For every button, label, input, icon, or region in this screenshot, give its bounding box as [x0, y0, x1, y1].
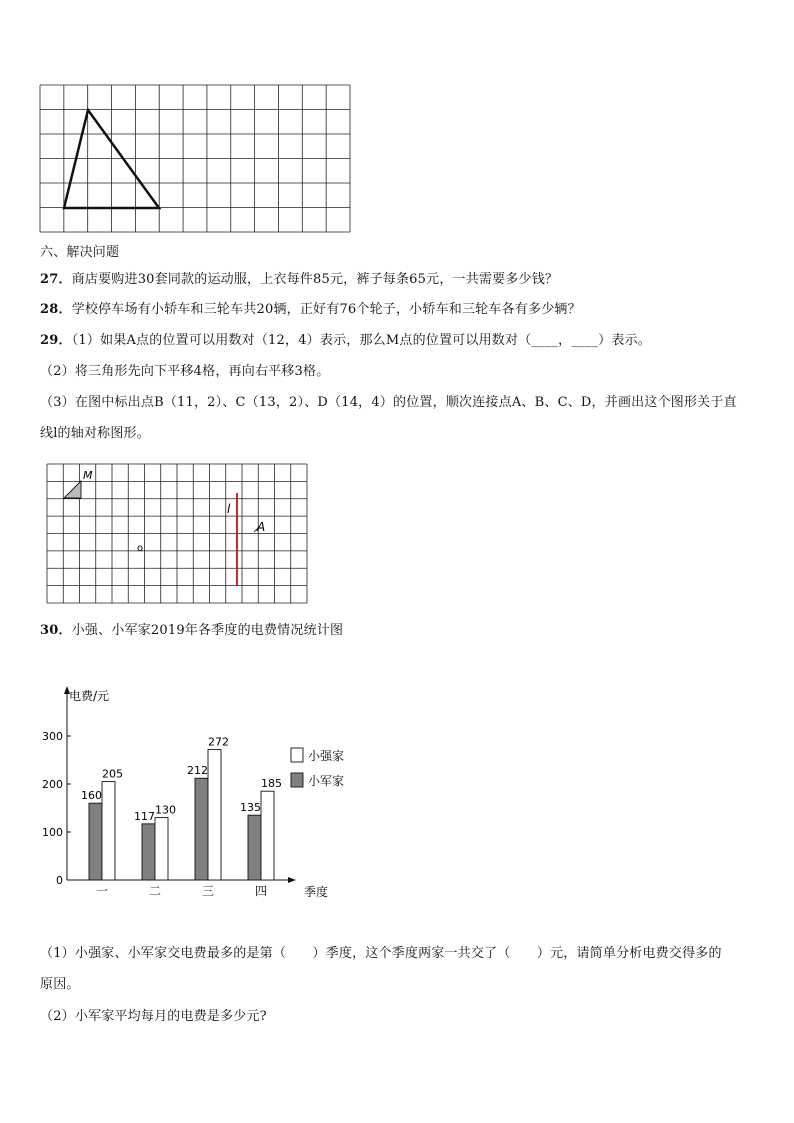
- question-30-part1-line1: （1）小强家、小军家交电费最多的是第（ ）季度，这个季度两家一共交了（ ）元，请简单分析电费交得多的: [40, 946, 722, 961]
- triangle-grid-lines: [40, 85, 350, 232]
- question-28: [40, 301, 581, 319]
- category-label: 三: [201, 884, 215, 898]
- question-27: [40, 271, 558, 289]
- question-30-title: [40, 622, 343, 640]
- bar-xiaojun: [248, 815, 261, 880]
- label-o: o: [137, 543, 144, 554]
- y-tick-label: 300: [42, 730, 63, 743]
- bar-value-label: 212: [187, 764, 208, 778]
- question-29-part2: （2）将三角形先向下平移4格，再向右平移3格。: [40, 364, 330, 379]
- label-m: M: [83, 469, 93, 482]
- legend-swatch-xiaojun: [291, 773, 303, 787]
- question-29-part3-line1: （3）在图中标出点B（11，2）、C（13，2）、D（14，4）的位置，顺次连接点A、B、C、D，并画出这个图形关于直: [40, 395, 737, 410]
- q30-title-text: 小强、小军家2019年各季度的电费情况统计图: [71, 623, 344, 638]
- bar-xiaoqiang: [155, 818, 168, 880]
- bar-value-label: 135: [240, 801, 261, 815]
- y-tick-label: 0: [56, 874, 63, 887]
- question-29-part1: [40, 332, 651, 350]
- bar-xiaojun: [195, 778, 208, 880]
- y-axis-label: 电费/元: [69, 689, 110, 703]
- question-30-part2: （2）小军家平均每月的电费是多少元?: [40, 1009, 267, 1024]
- bar-xiaoqiang: [208, 749, 221, 880]
- q27-text: 商店要购进30套同款的运动服，上衣每件85元，裤子每条65元，一共需要多少钱？: [71, 272, 559, 287]
- label-a: A: [257, 520, 266, 534]
- bar-value-label: 272: [208, 735, 229, 749]
- m-shaded-triangle: [64, 481, 81, 498]
- triangle-grid-figure: [0, 0, 794, 250]
- legend-label-xiaoqiang: 小强家: [308, 749, 345, 763]
- bar-value-label: 160: [81, 789, 102, 803]
- bar-xiaoqiang: [261, 791, 274, 880]
- category-label: 二: [148, 884, 162, 898]
- bar-value-label: 130: [155, 803, 176, 817]
- legend-label-xiaojun: 小军家: [308, 774, 345, 788]
- coordinate-grid-figure: [0, 455, 794, 615]
- electricity-bar-chart: [0, 680, 794, 910]
- q28-number: 28．: [40, 302, 72, 317]
- q29-part1-text: （1）如果A点的位置可以用数对（12，4）表示，那么M点的位置可以用数对（____，____）表示。: [71, 333, 651, 348]
- bar-xiaojun: [142, 824, 155, 880]
- y-tick-label: 100: [42, 826, 63, 839]
- y-tick-label: 200: [42, 778, 63, 791]
- category-label: 四: [254, 884, 268, 898]
- label-l: l: [227, 502, 231, 516]
- q28-text: 学校停车场有小轿车和三轮车共20辆，正好有76个轮子，小轿车和三轮车各有多少辆？: [71, 302, 581, 317]
- bar-value-label: 117: [134, 809, 155, 823]
- x-axis-arrow: [288, 877, 296, 883]
- section-title: 六、解决问题: [40, 245, 120, 260]
- bar-xiaojun: [89, 803, 102, 880]
- bar-value-label: 185: [261, 777, 282, 791]
- coordinate-grid-lines: [47, 464, 307, 603]
- question-29-part3-line2: 线l的轴对称图形。: [40, 426, 150, 441]
- legend-swatch-xiaoqiang: [291, 748, 303, 762]
- bar-value-label: 205: [102, 767, 123, 781]
- question-30-part1-line2: 原因。: [40, 977, 80, 992]
- category-label: 一: [95, 884, 109, 898]
- q30-number: 30．: [40, 623, 72, 638]
- q29-number: 29．: [40, 333, 72, 348]
- q27-number: 27．: [40, 272, 72, 287]
- x-axis-label: 季度: [304, 885, 329, 899]
- bar-xiaoqiang: [102, 782, 115, 880]
